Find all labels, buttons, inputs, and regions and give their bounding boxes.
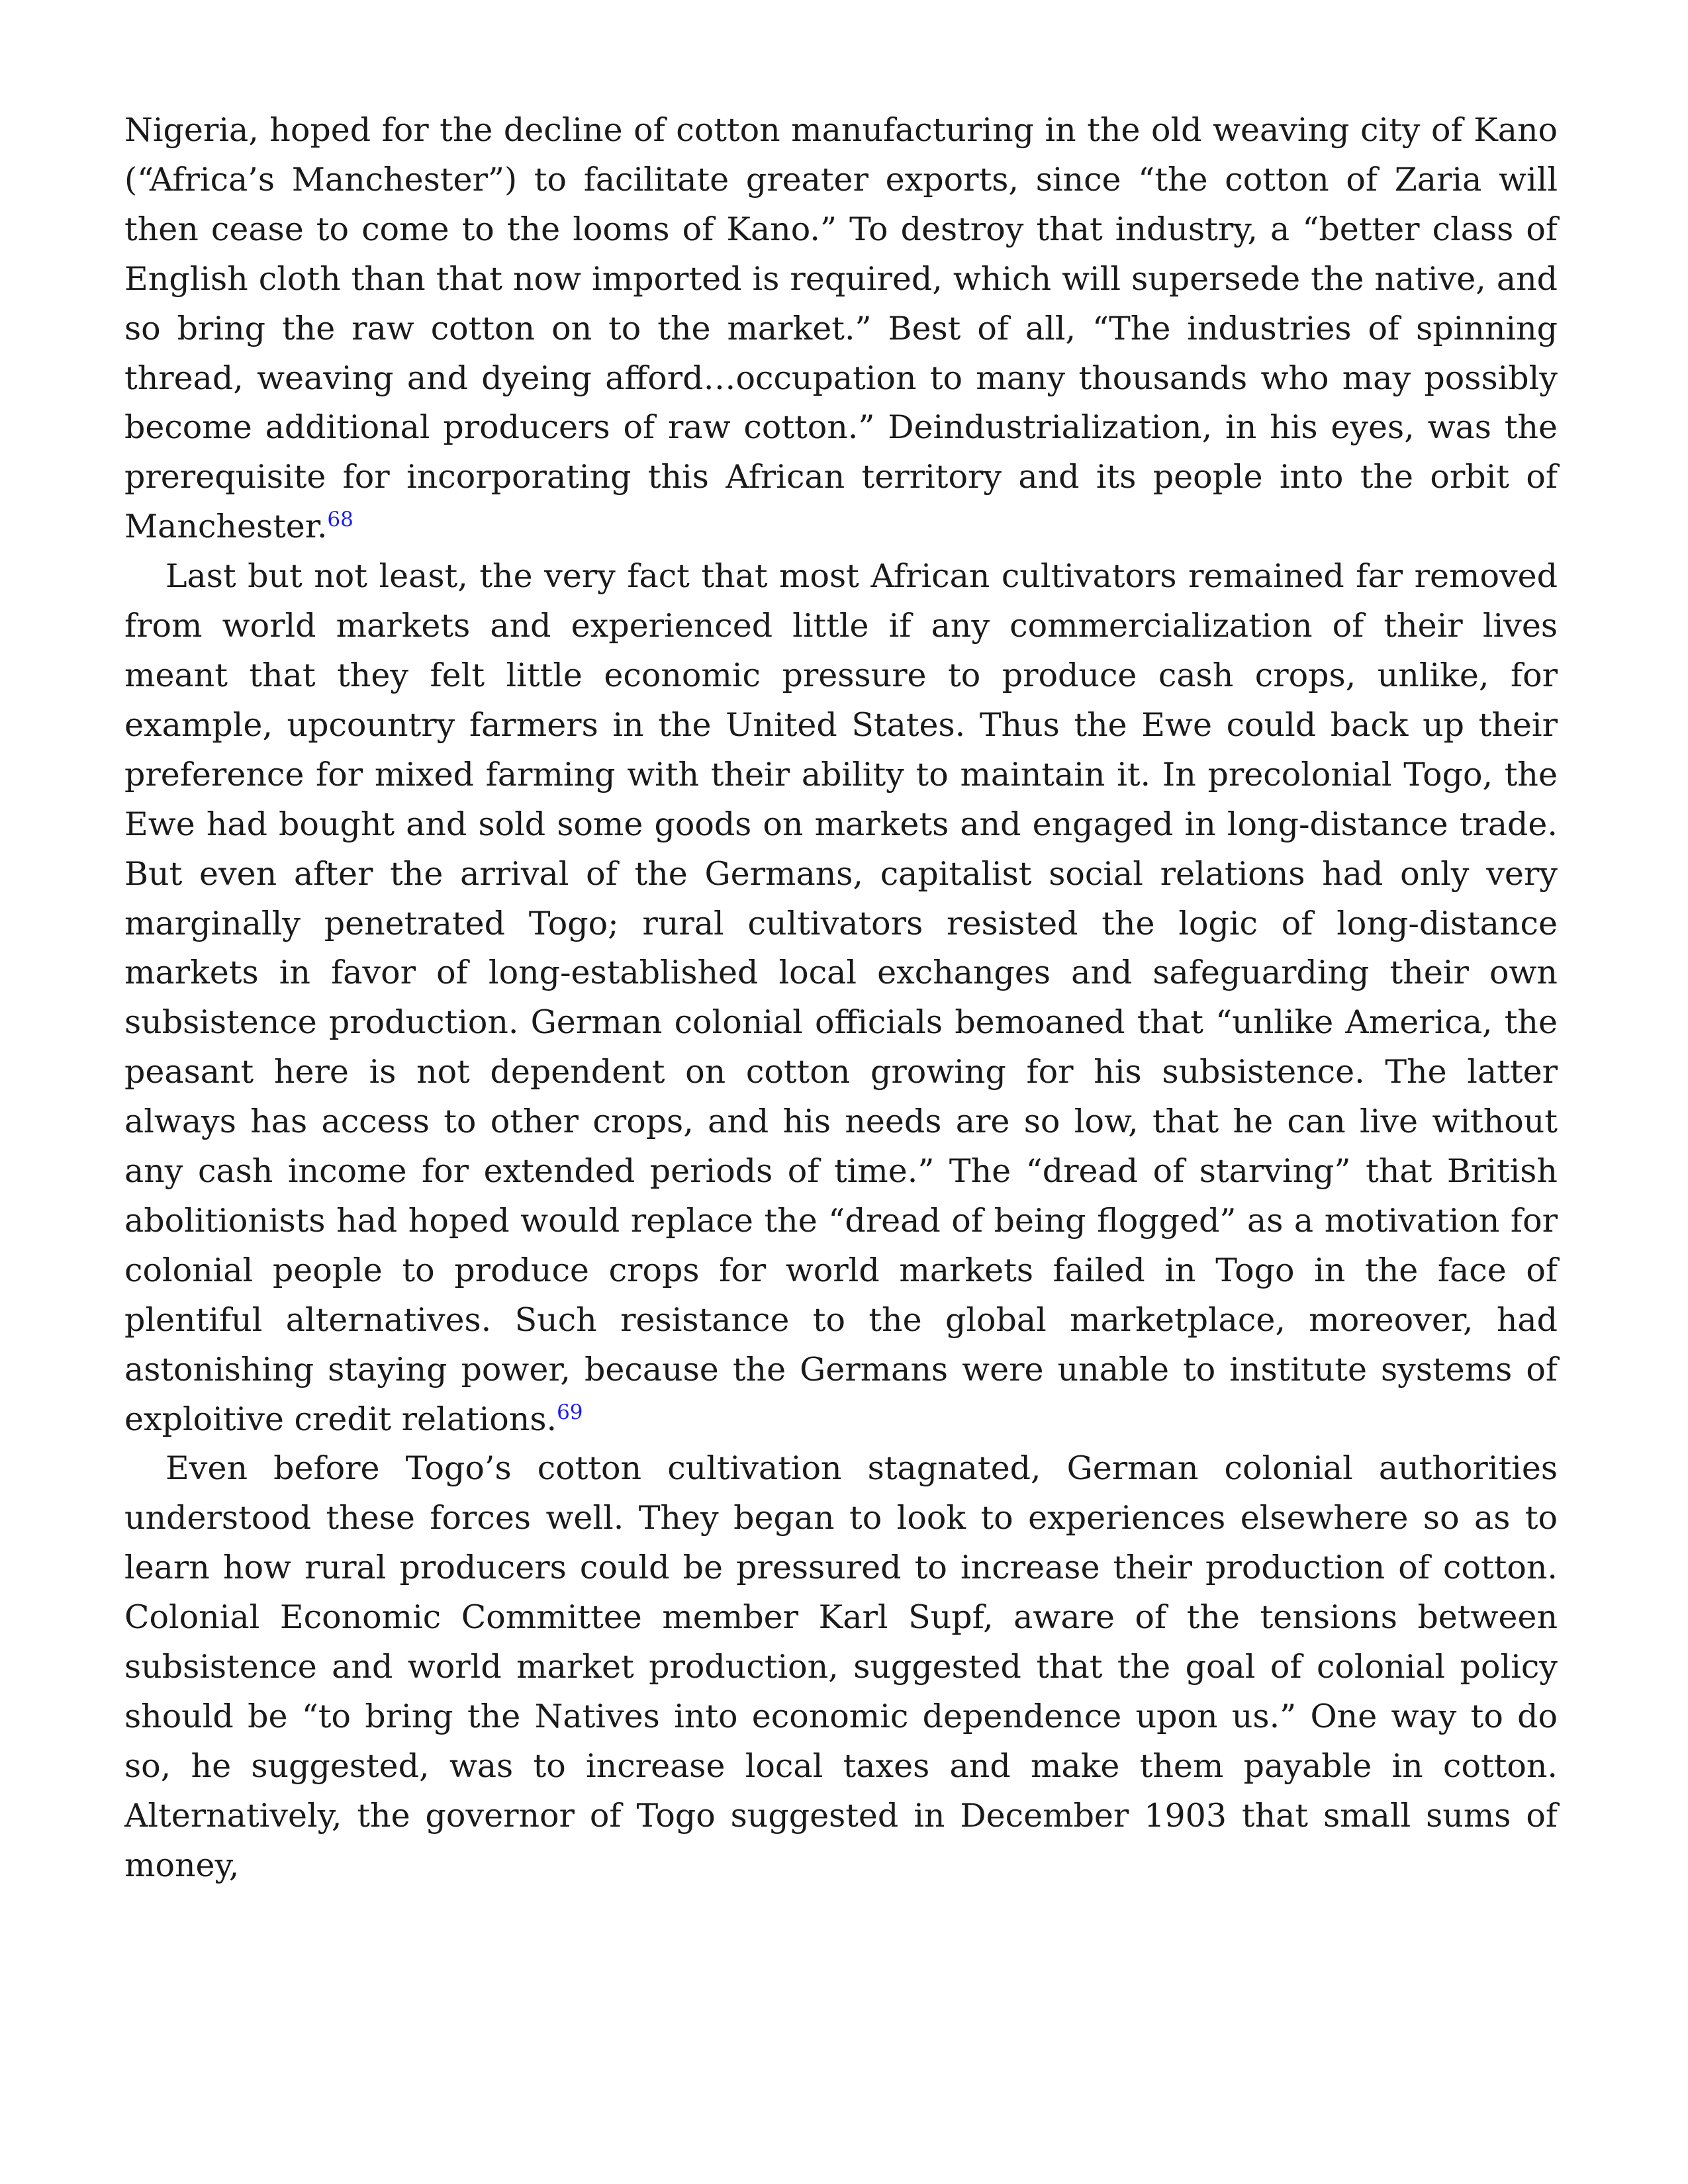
paragraph [124, 552, 1558, 1444]
paragraph-continued [124, 106, 1558, 552]
paragraph-text: Last but not least, the very fact that most African cultivators remained far removed from world markets and experienced little if any commercialization of their lives meant that they felt little economic pressure to produce cash crops, unlike, for example, upcountry farmers in the United States. Thus the Ewe could back up their preference for mixed farming with their ability to maintain it. In precolonial Togo, the Ewe had bought and sold some goods on markets and engaged in long-distance trade. But even after the arrival of the Germans, capitalist social relations had only very marginally penetrated Togo; rural cultivators resisted the logic of long-distance markets in favor of long-established local exchanges and safeguarding their own subsistence production. German colonial officials bemoaned that “unlike America, the peasant here is not dependent on cotton growing for his subsistence. The latter always has access to other crops, and his needs are so low, that he can live without any cash income for extended periods of time.” The “dread of starving” that British abolitionists had hoped would replace the “dread of being flogged” as a motivation for colonial people to produce crops for world markets failed in Togo in the face of plentiful alternatives. Such resistance to the global marketplace, moreover, had astonishing staying power, because the Germans were unable to institute systems of exploitive credit relations. [124, 557, 1558, 1438]
footnote-link-69[interactable]: 69 [557, 1400, 583, 1424]
paragraph-text: Nigeria, hoped for the decline of cotton manufacturing in the old weaving city of Kano (“Africa’s Manchester”) to facilitate greater exports, since “the cotton of Zaria will then cease to come to the looms of Kano.” To destroy that industry, a “better class of English cloth than that now imported is required, which will supersede the native, and so bring the raw cotton on to the market.” Best of all, “The industries of spinning thread, weaving and dyeing afford…occupation to many thousands who may possibly become additional producers of raw cotton.” Deindustrialization, in his eyes, was the prerequisite for incorporating this African territory and its people into the orbit of Manchester. [124, 111, 1558, 546]
book-page [124, 106, 1558, 1891]
paragraph-text: Even before Togo’s cotton cultivation stagnated, German colonial authorities understood these forces well. They began to look to experiences elsewhere so as to learn how rural producers could be pressured to increase their production of cotton. Colonial Economic Committee member Karl Supf, aware of the tensions between subsistence and world market production, suggested that the goal of colonial policy should be “to bring the Natives into economic dependence upon us.” One way to do so, he suggested, was to increase local taxes and make them payable in cotton. Alternatively, the governor of Togo suggested in December 1903 that small sums of money, [124, 1449, 1558, 1884]
footnote-link-68[interactable]: 68 [327, 508, 353, 532]
paragraph [124, 1444, 1558, 1890]
